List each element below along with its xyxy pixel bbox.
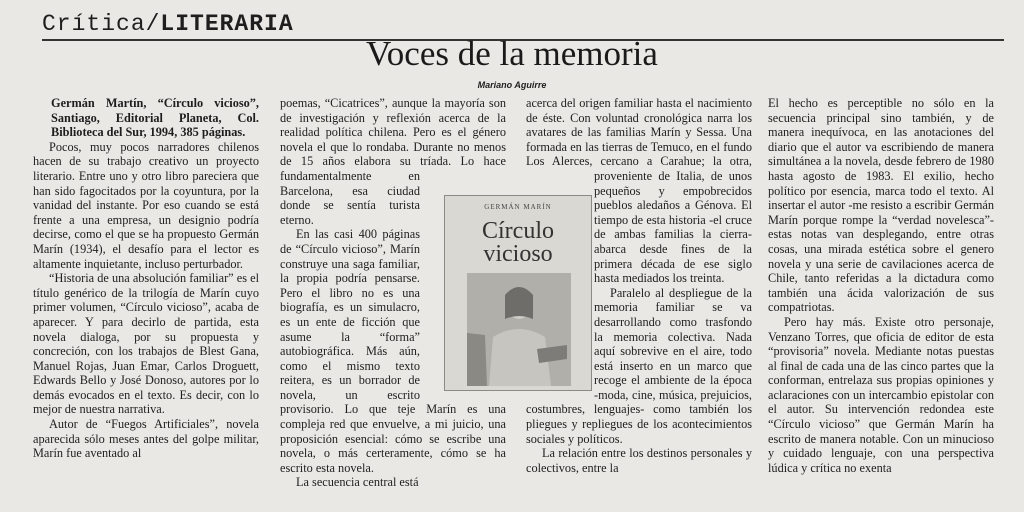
book-cover-image [444, 195, 592, 391]
section-name: LITERARIA [160, 11, 294, 37]
column-1 [33, 96, 259, 512]
book-cover-title: Círculo vicioso [482, 218, 554, 267]
paragraph: Paralelo al despliegue de la memoria familiar se va desarrollando como trasfondo la memoria colectiva. Nada aquí sobrevive en el aire, todo está inserto en un marco que recoge el ambiente de la época -moda, cine, música, prejuicios, costumbres, lenguajes- como también los pliegues y repliegues de los acontecimientos sociales y políticos. [526, 285, 752, 446]
paragraph: El hecho es perceptible no sólo en la secuencia principal sino también, y de manera inequívoca, en las anotaciones del diario que el autor va escribiendo de manera simultánea a la novela, desde febrero de 1980 hasta agosto de 1983. El exilio, hecho político por esencia, marca todo el texto. Al insertar el autor -me resisto a escribir Germán Marín porque rompe la “verdad novelesca”- estas notas van desplegando, entre otras cosas, una mirada estética sobre el genero novela y una serie de cavilaciones acerca de Chile, tanto referidas a la dictadura como también una ácida valorización de sus compatriotas. [768, 96, 994, 315]
column-4 [768, 96, 994, 512]
paragraph: Autor de “Fuegos Artificiales”, novela aparecida sólo meses antes del golpe militar, Marín fue aventado al [33, 417, 259, 461]
book-cover-portrait [467, 273, 571, 386]
paragraph: En las casi 400 páginas de “Círculo vicioso”, Marín construye una saga familiar, la propia podría pensarse. Pero el libro no es una biografía, es un simulacro, es un ente de ficción que asume la “forma” autobiográfica. Más aún, como el mismo texto reitera, es un borrador de novela, un escrito provisorio. Lo que teje Marín es una compleja red que envuelve, a mi juicio, una proposición esencial: cómo se escribe una novela, o más certeramente, cómo se ha escrito esta novela. [280, 227, 506, 475]
paragraph: La secuencia central está [296, 475, 419, 490]
section-prefix: Crítica/ [42, 11, 161, 37]
paragraph: Pero hay más. Existe otro personaje, Venzano Torres, que oficia de editor de esta “provisoria” novela. Mediante notas puestas al final de cada una de las cinco partes que la conforman, entrelaza sus propias opiniones y aclaraciones con un intercambio epistolar con el autor. Su intervención redondea este “Círculo vicioso” que Germán Marín ha escrito de manera notable. Con un minucioso y cuidado lenguaje, con una perspectiva lúdica y crítica no exenta [768, 314, 994, 475]
paragraph: Pocos, muy pocos narradores chilenos hacen de su trabajo creativo un proyecto literario. Entre uno y otro libro pareciera que han sido fagocitados por la coyuntura, por la vanidad del instante. Por eso cuando se está frente a una empresa, un designio podría decirse, como el que se ha propuesto Germán Marín (1934), el desafío para el lector es altamente inquietante, incluso perturbador. [33, 139, 259, 271]
portrait-figure-icon [467, 273, 571, 386]
article-byline: Mariano Aguirre [477, 80, 547, 90]
article-title: Voces de la memoria [366, 34, 658, 73]
book-cover-author: GERMÁN MARÍN [484, 203, 552, 211]
paragraph: acerca del origen familiar hasta el nacimiento de éste. Con voluntad cronológica narra los avatares de las familias Marín y Sessa. Una formada en las tierras de Temuco, en el fundo Los Alerces, cercano a Carahue; la otra, proveniente de Italia, de unos pequeños y empobrecidos pueblos aledaños a Génova. El tiempo de esta historia -el cruce de ambas familias la cierra- abarca desde fines de la primera década de ese siglo hasta mediados los treinta. [526, 96, 752, 286]
bibliographic-note: Germán Martín, “Círculo vicioso”, Santiago, Editorial Planeta, Col. Biblioteca del Sur, 1994, 385 páginas. [51, 96, 259, 140]
paragraph: “Historia de una absolución familiar” es el título genérico de la trilogía de Marín cuyo primer volumen, “Círculo vicioso”, acaba de aparecer. Y para decirlo de partida, esta novela dialoga, por su propuesta y concreción, con los trabajos de Blest Gana, Manuel Rojas, Juan Emar, Carlos Droguett, Edwards Bello y José Donoso, autores por lo demás evocados en el texto. Es decir, con lo mejor de nuestra narrativa. [33, 271, 259, 417]
paragraph: poemas, “Cicatrices”, aunque la mayoría son de investigación y reflexión acerca de la realidad política chilena. Pero es el género novela el que lo rondaba. Durante no menos de 15 años elabora su tríada. Lo hace fundamentalmente en Barcelona, esa ciudad donde se sentía turista eterno. [280, 96, 506, 227]
paragraph: La relación entre los destinos personales y colectivos, entre la [526, 446, 752, 475]
